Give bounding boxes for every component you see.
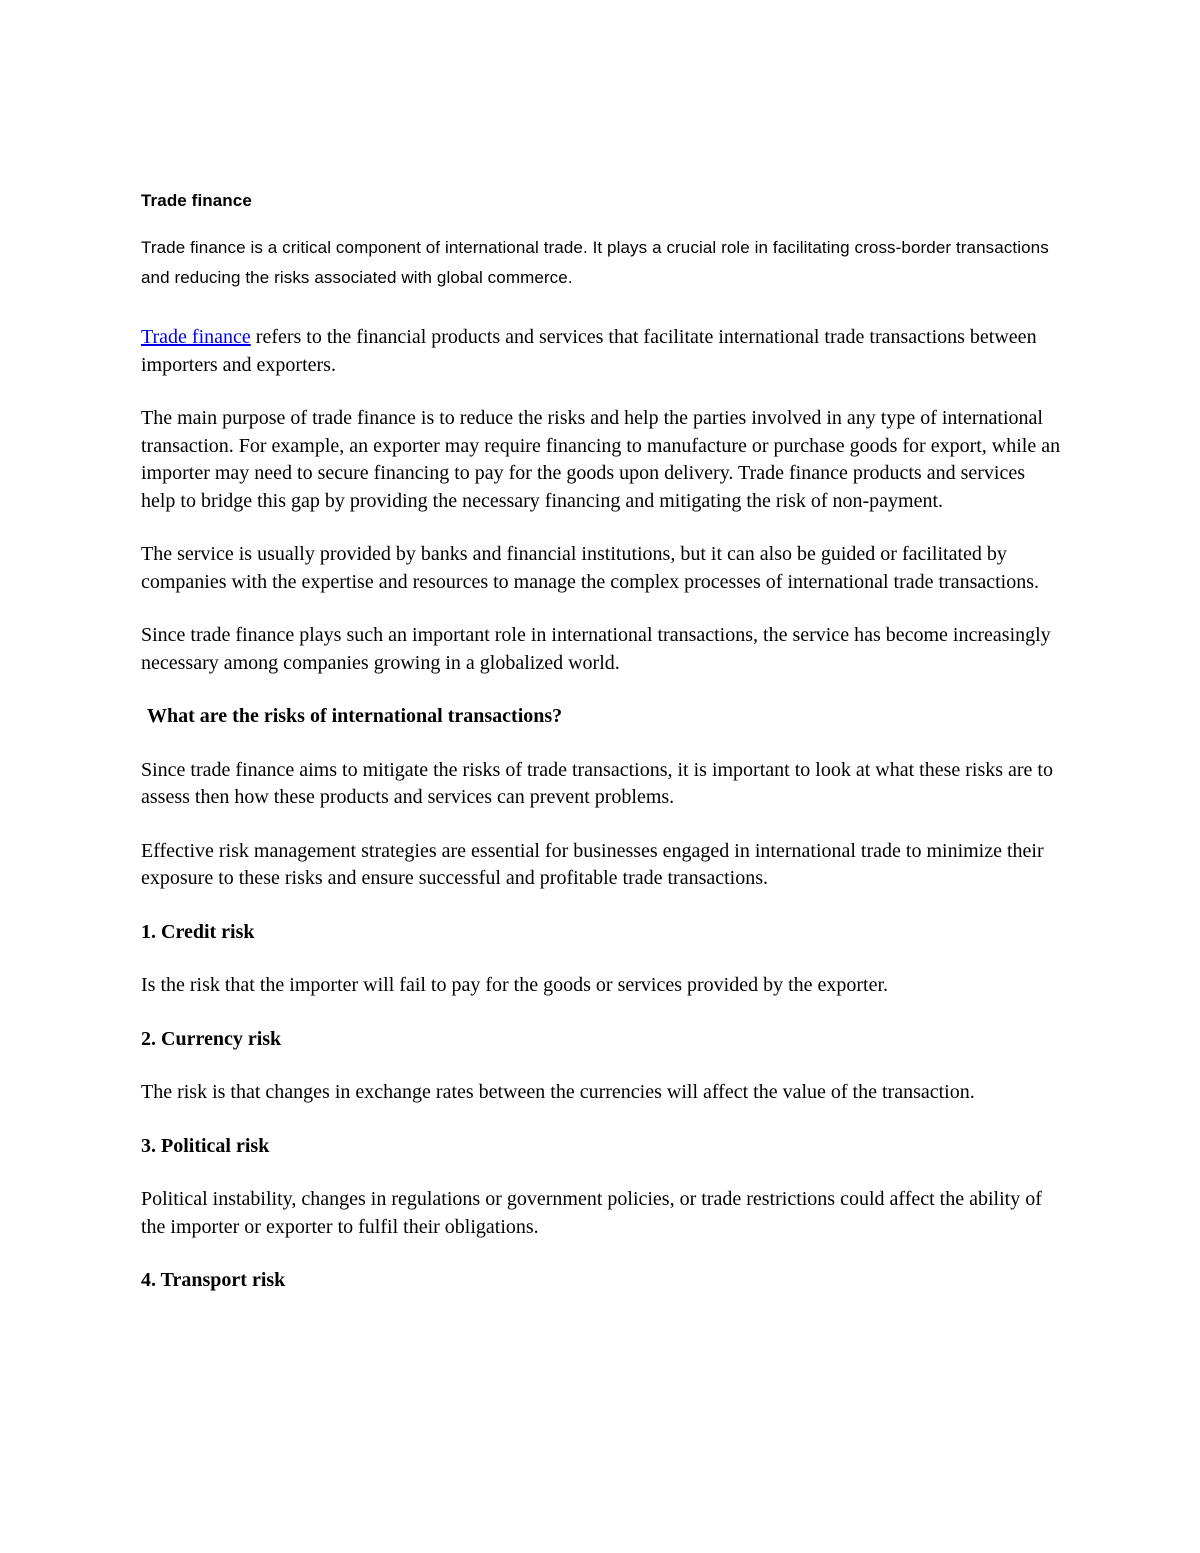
credit-risk-text: Is the risk that the importer will fail to pay for the goods or services provided by the exporter. — [141, 974, 889, 996]
definition-paragraph — [141, 324, 1061, 379]
credit-risk-heading: 1. Credit risk — [141, 920, 255, 943]
document-page — [141, 186, 1061, 1321]
risks-intro-paragraph-1: Since trade finance aims to mitigate the risks of trade transactions, it is important to look at what these risks are to assess then how these products and services can prevent problems. — [141, 758, 1053, 808]
transport-risk-heading: 4. Transport risk — [141, 1269, 286, 1291]
document-title: Trade finance — [141, 191, 252, 210]
intro-paragraph: Trade finance is a critical component of international trade. It plays a crucial role in facilitating cross-border transactions and reducing the risks associated with global commerce. — [141, 238, 1049, 287]
importance-paragraph: Since trade finance plays such an important role in international transactions, the service has become increasingly necessary among companies growing in a globalized world. — [141, 624, 1051, 674]
currency-risk-text: The risk is that changes in exchange rates between the currencies will affect the value of the transaction. — [141, 1081, 975, 1103]
risks-intro-paragraph-2: Effective risk management strategies are essential for businesses engaged in international trade to minimize their exposure to these risks and ensure successful and profitable trade transactions. — [141, 839, 1044, 889]
providers-paragraph: The service is usually provided by banks and financial institutions, but it can also be guided or facilitated by companies with the expertise and resources to manage the complex processes of international trade transactions. — [141, 543, 1040, 593]
trade-finance-link[interactable]: Trade finance — [141, 326, 251, 348]
political-risk-text: Political instability, changes in regulations or government policies, or trade restrictions could affect the ability of the importer or exporter to fulfil their obligations. — [141, 1188, 1042, 1238]
definition-text: refers to the financial products and services that facilitate international trade transactions between importers and exporters. — [141, 326, 1037, 376]
currency-risk-heading: 2. Currency risk — [141, 1027, 282, 1050]
purpose-paragraph: The main purpose of trade finance is to reduce the risks and help the parties involved in any type of international transaction. For example, an exporter may require financing to manufacture or purchase goods for export, while an importer may need to secure financing to pay for the goods upon delivery. Trade finance products and services help to bridge this gap by providing the necessary financing and mitigating the risk of non-payment. — [141, 407, 1061, 512]
risks-heading: What are the risks of international transactions? — [147, 705, 563, 727]
political-risk-heading: 3. Political risk — [141, 1134, 270, 1157]
